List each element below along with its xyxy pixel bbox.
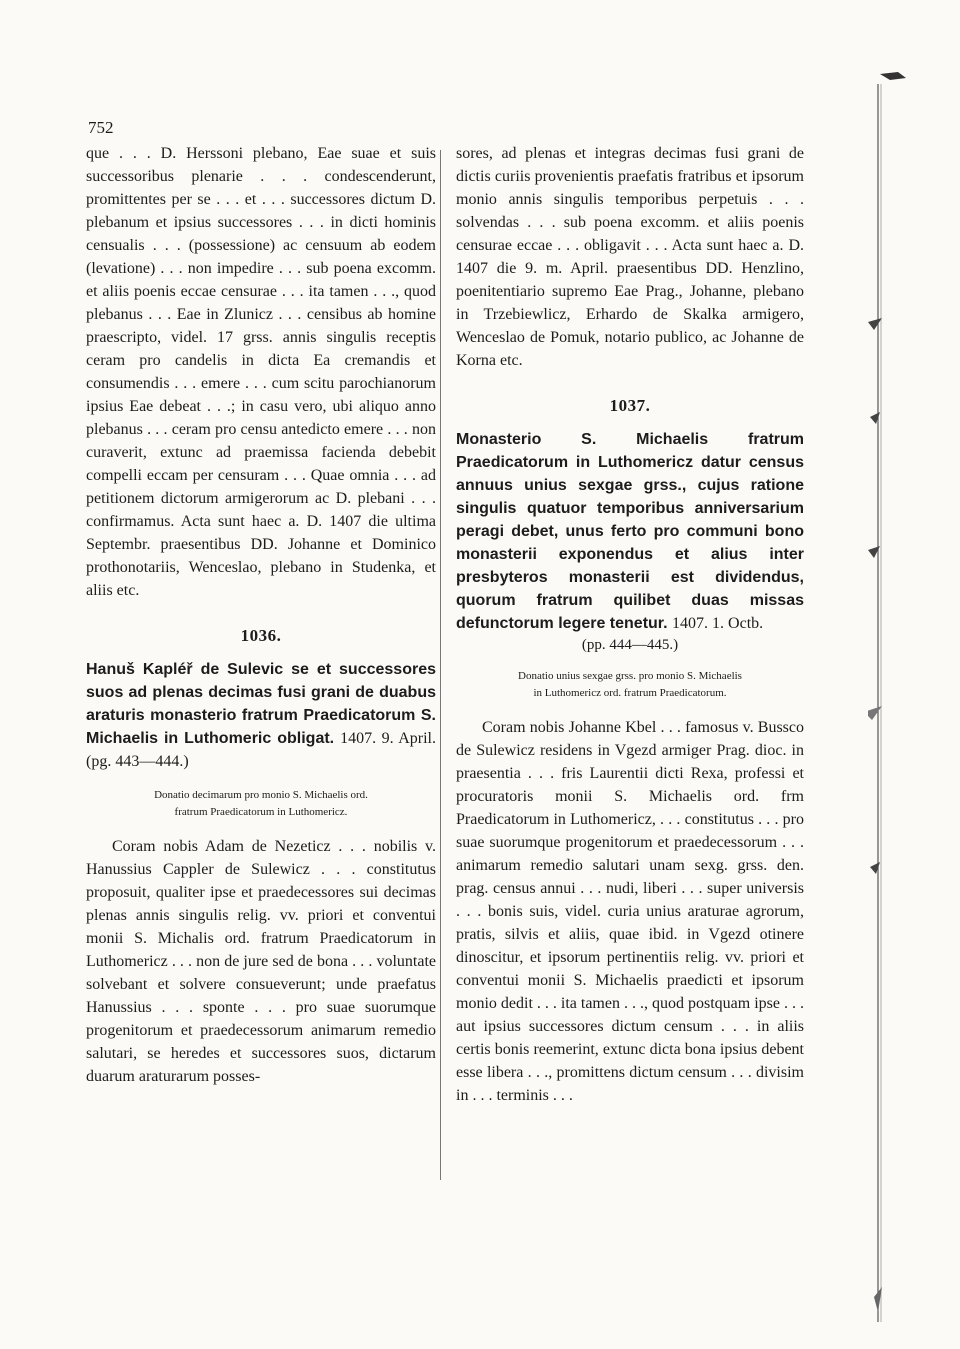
binding-mark-1 (868, 318, 882, 330)
binding-mark-top (880, 72, 906, 80)
doc-1036-regest-text: Hanuš Kapléř de Sulevic se et successores suos ad plenas decimas fusi grani de duabus araturis monasterio fratrum Praedicatorum S. Michaelis in Luthomeric obligat. (86, 661, 436, 747)
doc-1037-summary-line-2: in Luthomericz ord. fratrum Praedicatorum. (533, 687, 727, 699)
doc-1036-date: 1407. 9. April. (pg. 443—444.) (86, 730, 437, 770)
doc-1037-regest-text: Monasterio S. Michaelis fratrum Praedicatorum in Luthomericz datur census annuus unius sexgae grss., cujus ratione singulis quatuor temporibus anniversarium peragi debet, unus ferto pro communi bono monasterii exponendus et alius inter presbyteros monasterii est dividendus, quorum fratrum quilibet duas missas defunctorum legere tenetur. (456, 431, 804, 632)
doc-1036-number: 1036. (240, 626, 282, 645)
doc-1036-text: Coram nobis Adam de Nezeticz . . . nobilis v. Hanussius Cappler de Sulewicz . . . constitutus proposuit, qualiter ipse et praedecessores sui decimas plenas annis singulis relig. vv. priori et conventui monii S. Michalis ord. fratrum Praedicatorum in Luthomericz . . . non de jure sed de bona . . . voluntate solvebant et solvere consueverunt; unde praefatus Hanussius . . . sponte . . . pro suae suorumque progenitorum et praedecessorum animarum remedio salutari, se heredes et successores suos, dictarum duarum araturarum posses- (86, 838, 436, 1085)
doc-1036-summary (86, 787, 436, 821)
doc-1037-regest (456, 428, 804, 635)
doc-1037-text: Coram nobis Johanne Kbel . . . famosus v. Bussco de Sulewicz residens in Vgezd armiger Prag. dioc. in praesentia . . . fris Laurentii dicti Rexa, professi et procuratoris monii S. Michaelis ord. frm Praedicatorum in Luthomericz, . . . constitutus . . . pro suae suorumque progenitorum et praedecessorum . . . animarum remedio salutari unam sexg. grss. den. prag. census annui . . . nudi, liberi . . . super universis . . . bonis suis, videl. curia unius araturae agrorum, pratis, silvis et aliis, quae ibid. in Vgezd otinere dinoscitur, et ipsorum pertinentiis relig. vv. priori et conventui monii S. Michaelis praedicti et ipsorum monio dedit . . . ita tamen . . ., quod postquam ipse . . . aut ipsius successores dictum censum . . . in aliis certis bonis reemerint, extunc dicta bona ipsius debent esse libera . . ., promittens dictum censum . . . divisim in . . . terminis . . . (456, 719, 804, 1104)
page-number: 752 (88, 118, 114, 137)
binding-mark-4 (868, 706, 882, 720)
doc-1037-number: 1037. (609, 396, 651, 415)
doc-1037-summary-line-1: Donatio unius sexgae grss. pro monio S. Michaelis (518, 670, 742, 682)
binding-edge-marks (868, 72, 958, 1332)
left-column (86, 142, 436, 1088)
right-continuation-text: sores, ad plenas et integras decimas fusi grani de dictis curiis provenientis praefatis fratribus et ipsorum monio annis singulis temporibus perpetuis . . . solvendas . . . sub poena excomm. et aliis poenis censurae eccae . . . obligavit . . . Acta sunt haec a. D. 1407 die 9. m. April. praesentibus DD. Henzlino, poenitentiario supremo Eae Prag., Johanne, plebano in Trzebiewlicz, Erhardo de Skalka armigero, Wenceslao de Pomuk, notario publico, ac Johanne de Korna etc. (456, 145, 804, 369)
left-continuation-text: que . . . D. Herssoni plebano, Eae suae et suis successoribus plenarie . . . condescenderunt, promittentes per se . . . et . . . successores dictum D. plebanum et ipsius successores . . . in dicti hominis censualis . . . (possessione) ac censuum ab eodem (levatione) . . . non impedire . . . sub poena excomm. et aliis poenis eccae censurae . . . ita tamen . . ., quod plebanus . . . Eae in Zlunicz . . . censibus ab homine praescripto, videl. 17 grss. annis singulis receptis ceram pro candelis in dicta Ea cremandis et consumendis . . . emere . . . cum scitu parochianorum ipsius Eae debeat . . .; in casu vero, ubi aliquo anno plebanus . . . ceram pro censu antedicto emere . . . non curaverit, extunc ad praemissa facienda debebit compelli eccam per censuram . . . Quae omnia . . . ad petitionem dictorum armigerorum ac D. plebani . . . confirmamus. Acta sunt haec a. D. 1407 die ultima Septembr. praesentibus DD. Johanne et Dominico prothonotariis, Wenceslao, plebano in Studenka, et aliis etc. (86, 145, 436, 599)
doc-1036-summary-line-2: fratrum Praedicatorum in Luthomericz. (174, 806, 348, 818)
doc-1036-regest (86, 658, 436, 773)
right-column (456, 142, 804, 1107)
doc-1037-pages: (pp. 444—445.) (581, 637, 679, 653)
doc-1036-summary-line-1: Donatio decimarum pro monio S. Michaelis ord. (154, 789, 368, 801)
doc-1037-date: 1407. 1. Octb. (672, 615, 764, 632)
doc-1037-summary (456, 668, 804, 702)
column-divider (440, 150, 441, 1180)
